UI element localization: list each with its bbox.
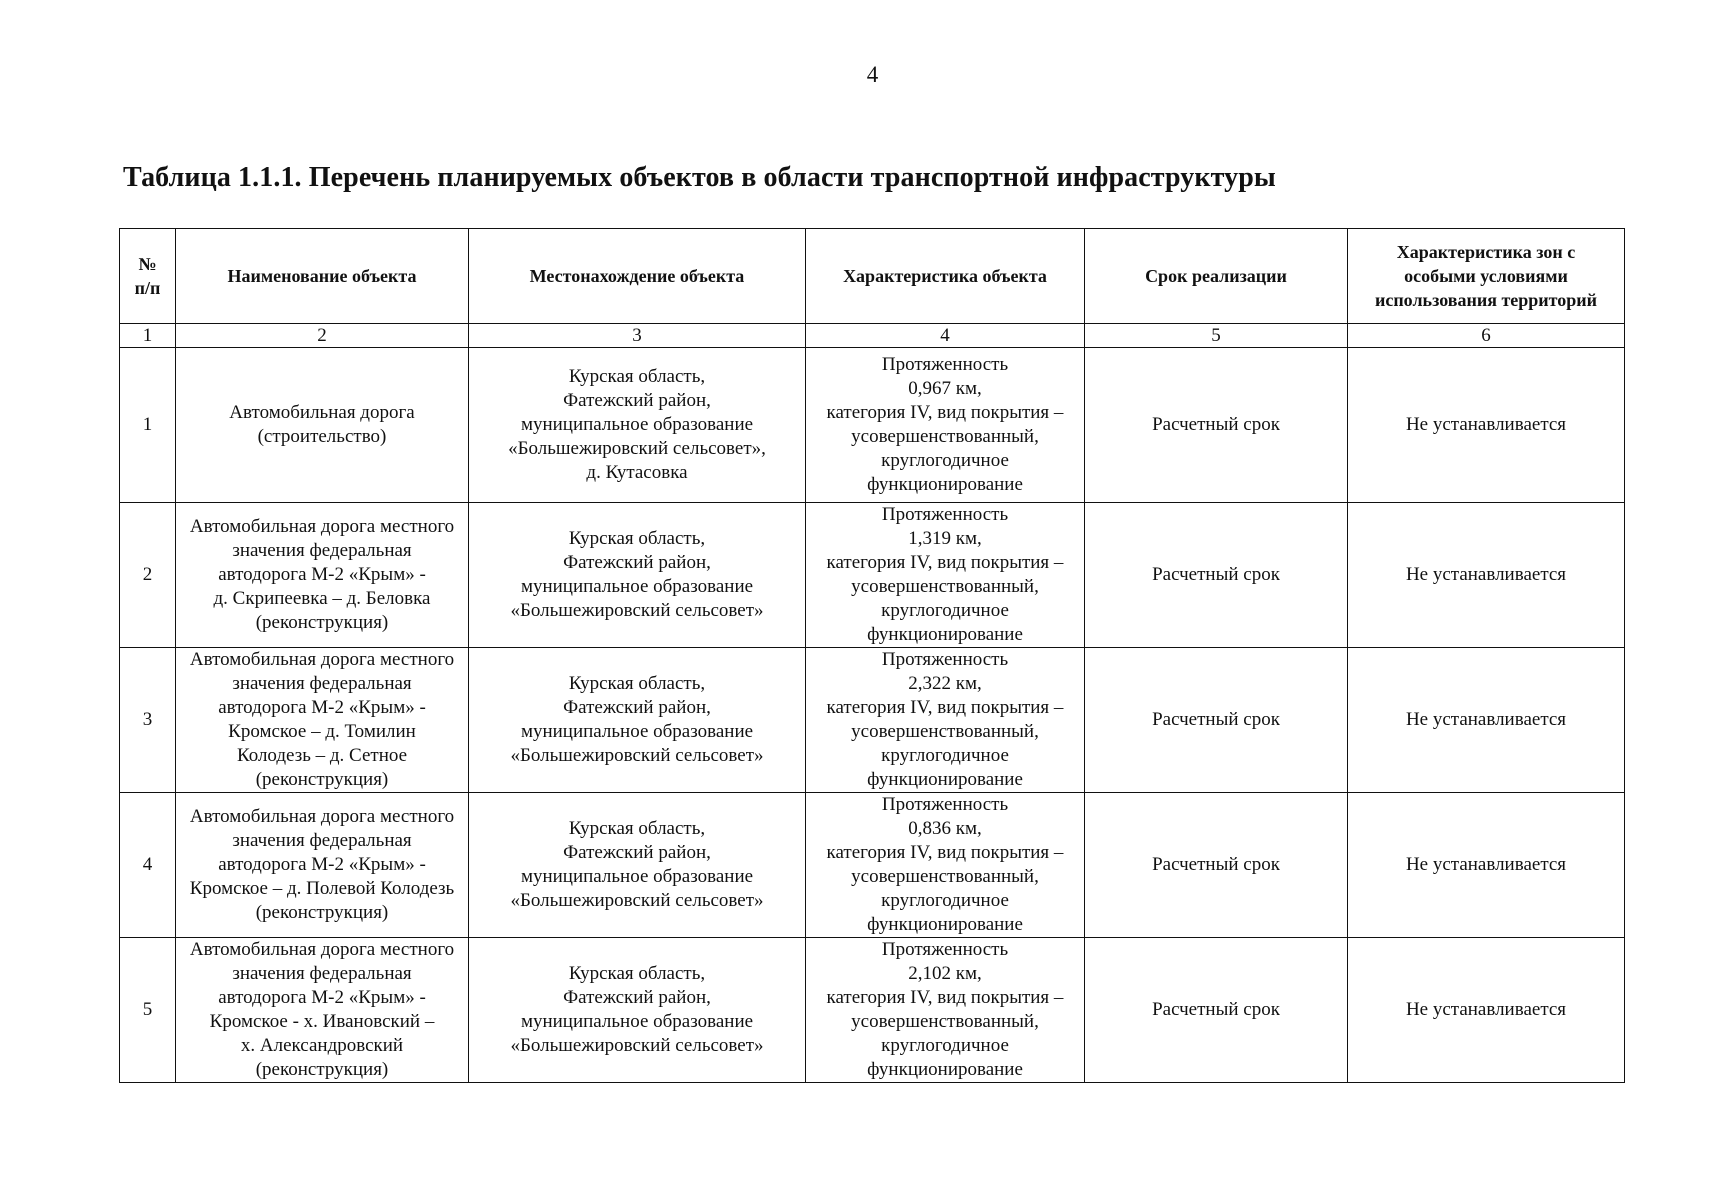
special-zones: Не устанавливается (1348, 348, 1625, 503)
object-location: Курская область, Фатежский район, муниципальное образование «Большежировский сельсовет» (469, 938, 806, 1083)
object-characteristic: Протяженность 0,836 км, категория IV, вид покрытия – усовершенствованный, круглогодичное функционирование (806, 793, 1085, 938)
object-name: Автомобильная дорога местного значения федеральная автодорога М-2 «Крым» - Кромское - х. Ивановский – х. Александровский (реконструкция) (176, 938, 469, 1083)
table-row (120, 348, 1625, 503)
object-name: Автомобильная дорога (строительство) (176, 348, 469, 503)
column-number: 1 (120, 324, 176, 348)
object-location: Курская область, Фатежский район, муниципальное образование «Большежировский сельсовет» (469, 503, 806, 648)
object-characteristic: Протяженность 2,322 км, категория IV, вид покрытия – усовершенствованный, круглогодичное функционирование (806, 648, 1085, 793)
header-number: № п/п (120, 229, 176, 324)
implementation-term: Расчетный срок (1085, 793, 1348, 938)
special-zones: Не устанавливается (1348, 648, 1625, 793)
column-number: 2 (176, 324, 469, 348)
header-object-location: Местонахождение объекта (469, 229, 806, 324)
implementation-term: Расчетный срок (1085, 938, 1348, 1083)
table-title: Таблица 1.1.1. Перечень планируемых объектов в области транспортной инфраструктуры (123, 162, 1276, 193)
column-numbers-row (120, 324, 1625, 348)
object-characteristic: Протяженность 0,967 км, категория IV, вид покрытия – усовершенствованный, круглогодичное функционирование (806, 348, 1085, 503)
objects-table (119, 228, 1625, 1083)
table-row (120, 503, 1625, 648)
table-header (120, 229, 1625, 348)
implementation-term: Расчетный срок (1085, 648, 1348, 793)
column-number: 3 (469, 324, 806, 348)
header-special-zones: Характеристика зон с особыми условиями использования территорий (1348, 229, 1625, 324)
column-number: 6 (1348, 324, 1625, 348)
implementation-term: Расчетный срок (1085, 348, 1348, 503)
object-location: Курская область, Фатежский район, муниципальное образование «Большежировский сельсовет» (469, 648, 806, 793)
special-zones: Не устанавливается (1348, 793, 1625, 938)
row-number: 3 (120, 648, 176, 793)
table-body (120, 348, 1625, 1083)
table-row (120, 648, 1625, 793)
object-location: Курская область, Фатежский район, муниципальное образование «Большежировский сельсовет» (469, 793, 806, 938)
table-row (120, 793, 1625, 938)
header-object-name: Наименование объекта (176, 229, 469, 324)
special-zones: Не устанавливается (1348, 938, 1625, 1083)
table-row (120, 938, 1625, 1083)
implementation-term: Расчетный срок (1085, 503, 1348, 648)
object-location: Курская область, Фатежский район, муниципальное образование «Большежировский сельсовет», д. Кутасовка (469, 348, 806, 503)
object-name: Автомобильная дорога местного значения федеральная автодорога М-2 «Крым» - д. Скрипеевка – д. Беловка (реконструкция) (176, 503, 469, 648)
object-name: Автомобильная дорога местного значения федеральная автодорога М-2 «Крым» - Кромское – д. Полевой Колодезь (реконструкция) (176, 793, 469, 938)
header-row (120, 229, 1625, 324)
header-implementation-term: Срок реализации (1085, 229, 1348, 324)
object-characteristic: Протяженность 1,319 км, категория IV, вид покрытия – усовершенствованный, круглогодичное функционирование (806, 503, 1085, 648)
column-number: 5 (1085, 324, 1348, 348)
object-name: Автомобильная дорога местного значения федеральная автодорога М-2 «Крым» - Кромское – д. Томилин Колодезь – д. Сетное (реконструкция) (176, 648, 469, 793)
page-number: 4 (866, 62, 879, 87)
object-characteristic: Протяженность 2,102 км, категория IV, вид покрытия – усовершенствованный, круглогодичное функционирование (806, 938, 1085, 1083)
row-number: 1 (120, 348, 176, 503)
row-number: 2 (120, 503, 176, 648)
special-zones: Не устанавливается (1348, 503, 1625, 648)
column-number: 4 (806, 324, 1085, 348)
header-object-characteristic: Характеристика объекта (806, 229, 1085, 324)
row-number: 4 (120, 793, 176, 938)
row-number: 5 (120, 938, 176, 1083)
